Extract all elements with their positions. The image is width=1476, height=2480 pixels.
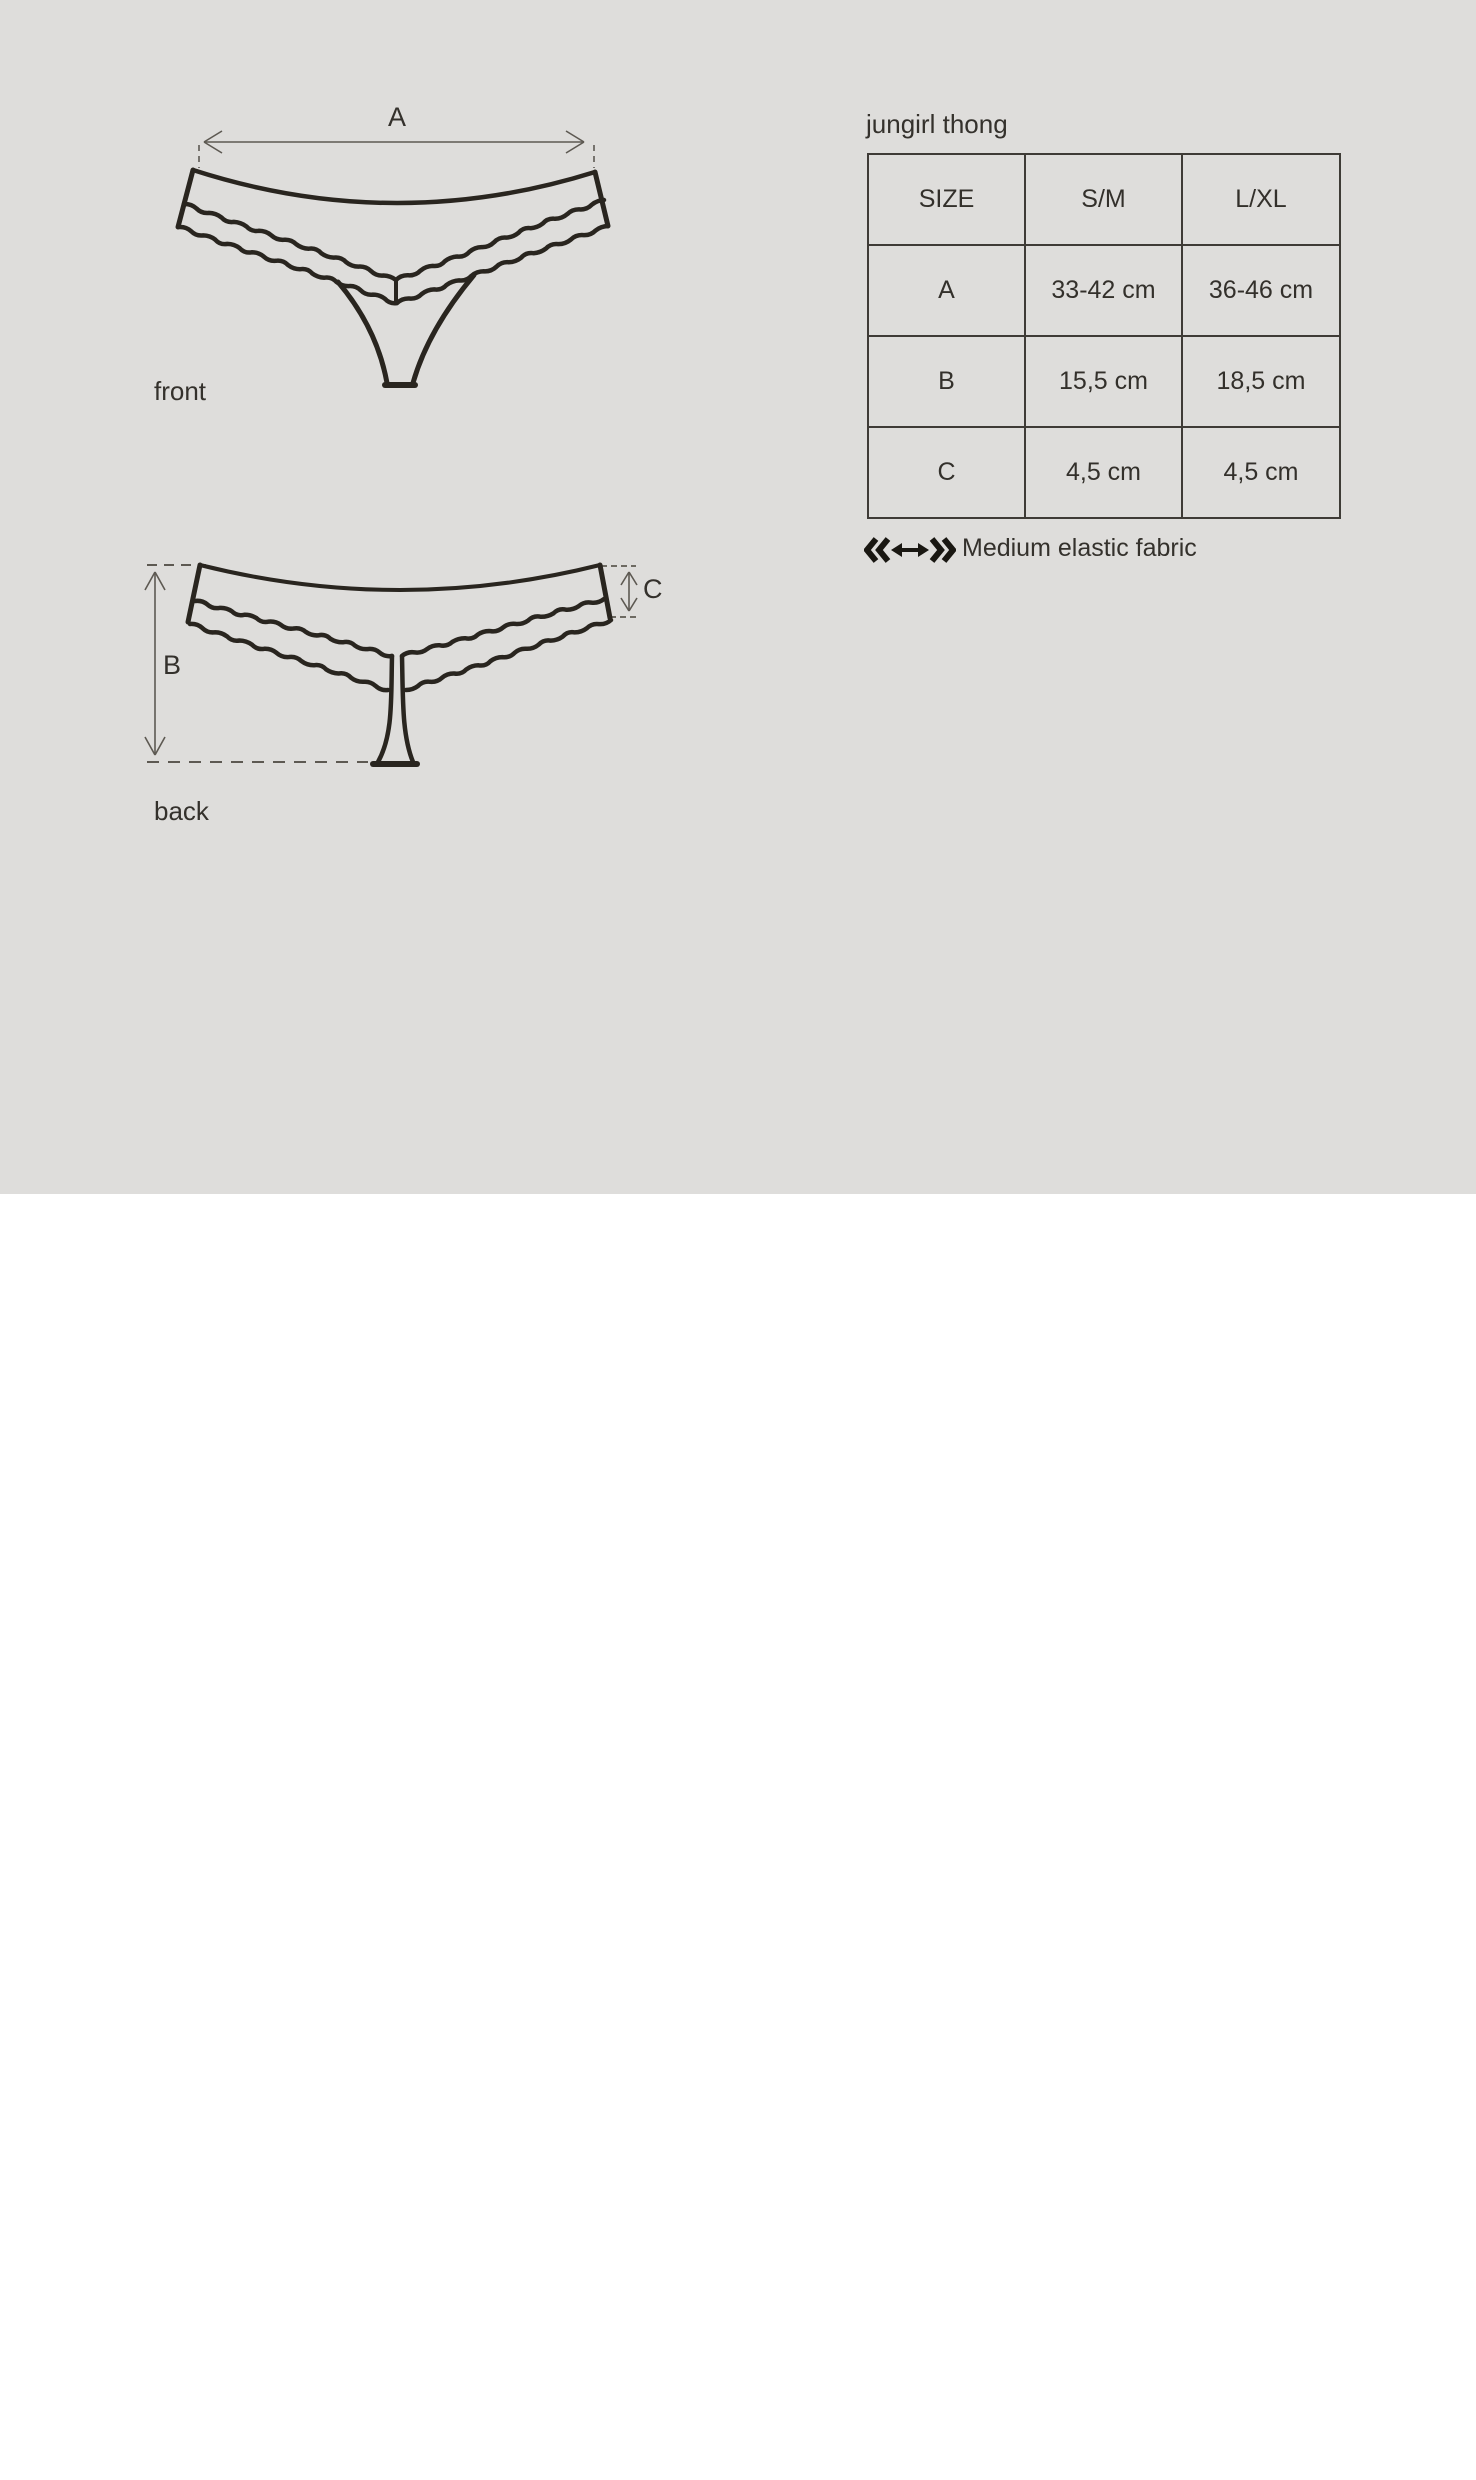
fabric-note-text: Medium elastic fabric (962, 534, 1197, 562)
value-cell: 33-42 cm (1025, 245, 1182, 336)
table-row (868, 336, 1340, 427)
dimension-c-label: C (643, 574, 663, 604)
size-table-header-cell: L/XL (1182, 154, 1340, 245)
product-title: jungirl thong (866, 109, 1008, 139)
table-row (868, 245, 1340, 336)
stretch-arrows-icon (864, 537, 956, 563)
dimension-cell: B (868, 336, 1025, 427)
size-table-header-row (868, 154, 1340, 245)
value-cell: 4,5 cm (1182, 427, 1340, 518)
back-label: back (154, 796, 209, 826)
dimension-a-label: A (388, 102, 407, 132)
table-row (868, 427, 1340, 518)
size-table-header-cell: S/M (1025, 154, 1182, 245)
value-cell: 18,5 cm (1182, 336, 1340, 427)
dimension-b-label: B (163, 650, 182, 680)
front-view-drawing (130, 95, 650, 405)
value-cell: 4,5 cm (1025, 427, 1182, 518)
dimension-cell: A (868, 245, 1025, 336)
value-cell: 15,5 cm (1025, 336, 1182, 427)
dimension-cell: C (868, 427, 1025, 518)
size-table (867, 153, 1341, 519)
size-table-header-cell: SIZE (868, 154, 1025, 245)
back-view-drawing (115, 540, 685, 830)
value-cell: 36-46 cm (1182, 245, 1340, 336)
front-label: front (154, 376, 207, 406)
